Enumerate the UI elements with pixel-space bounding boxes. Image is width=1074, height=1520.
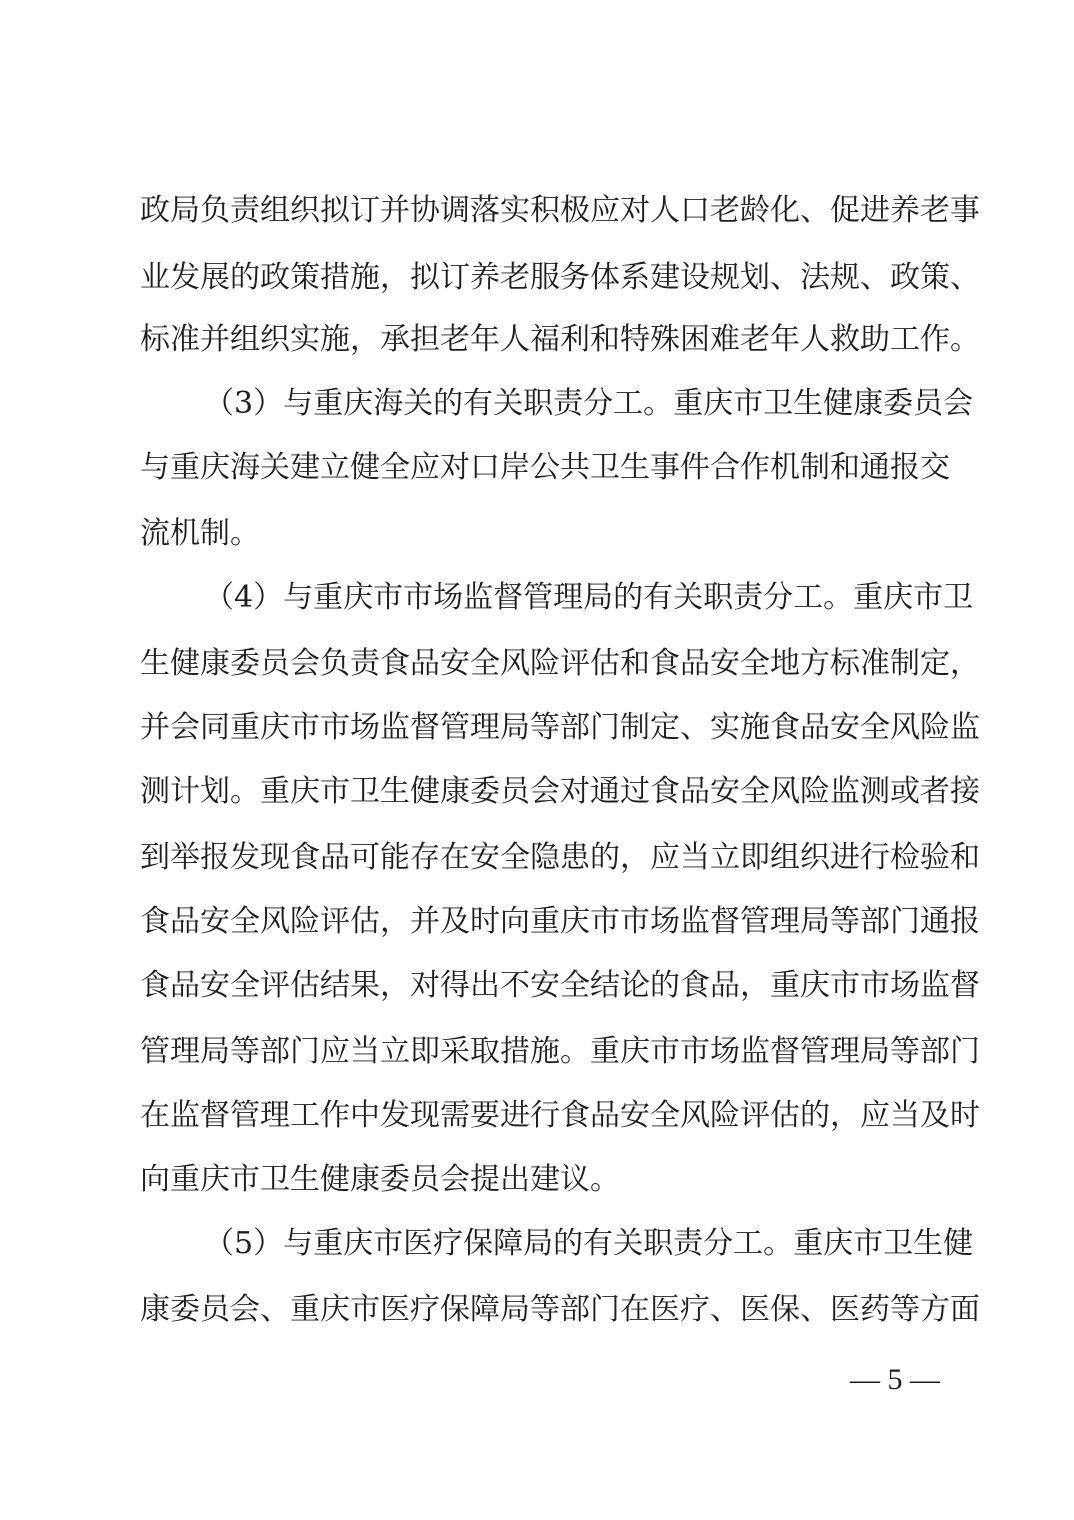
paragraph-start-line: （3）与重庆海关的有关职责分工。重庆市卫生健康委员会 <box>204 386 974 421</box>
paragraph-end-line: 向重庆市卫生健康委员会提出建议。 <box>140 1162 620 1197</box>
text-line: 食品安全评估结果，对得出不安全结论的食品，重庆市市场监督 <box>140 968 980 1003</box>
text-line: 食品安全风险评估，并及时向重庆市市场监督管理局等部门通报 <box>140 904 980 939</box>
text-line: 与重庆海关建立健全应对口岸公共卫生事件合作机制和通报交 <box>140 450 950 485</box>
text-line: 标准并组织实施，承担老年人福利和特殊困难老年人救助工作。 <box>140 322 980 357</box>
page-number: — 5 — <box>850 1363 940 1396</box>
text-line: 康委员会、重庆市医疗保障局等部门在医疗、医保、医药等方面 <box>140 1292 980 1327</box>
text-line: 测计划。重庆市卫生健康委员会对通过食品安全风险监测或者接 <box>140 774 980 809</box>
text-line: 在监督管理工作中发现需要进行食品安全风险评估的，应当及时 <box>140 1098 980 1133</box>
text-line: 生健康委员会负责食品安全风险评估和食品安全地方标准制定， <box>140 646 980 681</box>
text-line: 政局负责组织拟订并协调落实积极应对人口老龄化、促进养老事 <box>140 193 980 228</box>
text-line: 业发展的政策措施，拟订养老服务体系建设规划、法规、政策、 <box>140 260 980 295</box>
paragraph-start-line: （5）与重庆市医疗保障局的有关职责分工。重庆市卫生健 <box>204 1226 974 1261</box>
paragraph-end-line: 流机制。 <box>140 516 260 551</box>
text-line: 并会同重庆市市场监督管理局等部门制定、实施食品安全风险监 <box>140 710 980 745</box>
paragraph-start-line: （4）与重庆市市场监督管理局的有关职责分工。重庆市卫 <box>204 580 974 615</box>
text-line: 管理局等部门应当立即采取措施。重庆市市场监督管理局等部门 <box>140 1034 980 1069</box>
text-line: 到举报发现食品可能存在安全隐患的，应当立即组织进行检验和 <box>140 840 980 875</box>
